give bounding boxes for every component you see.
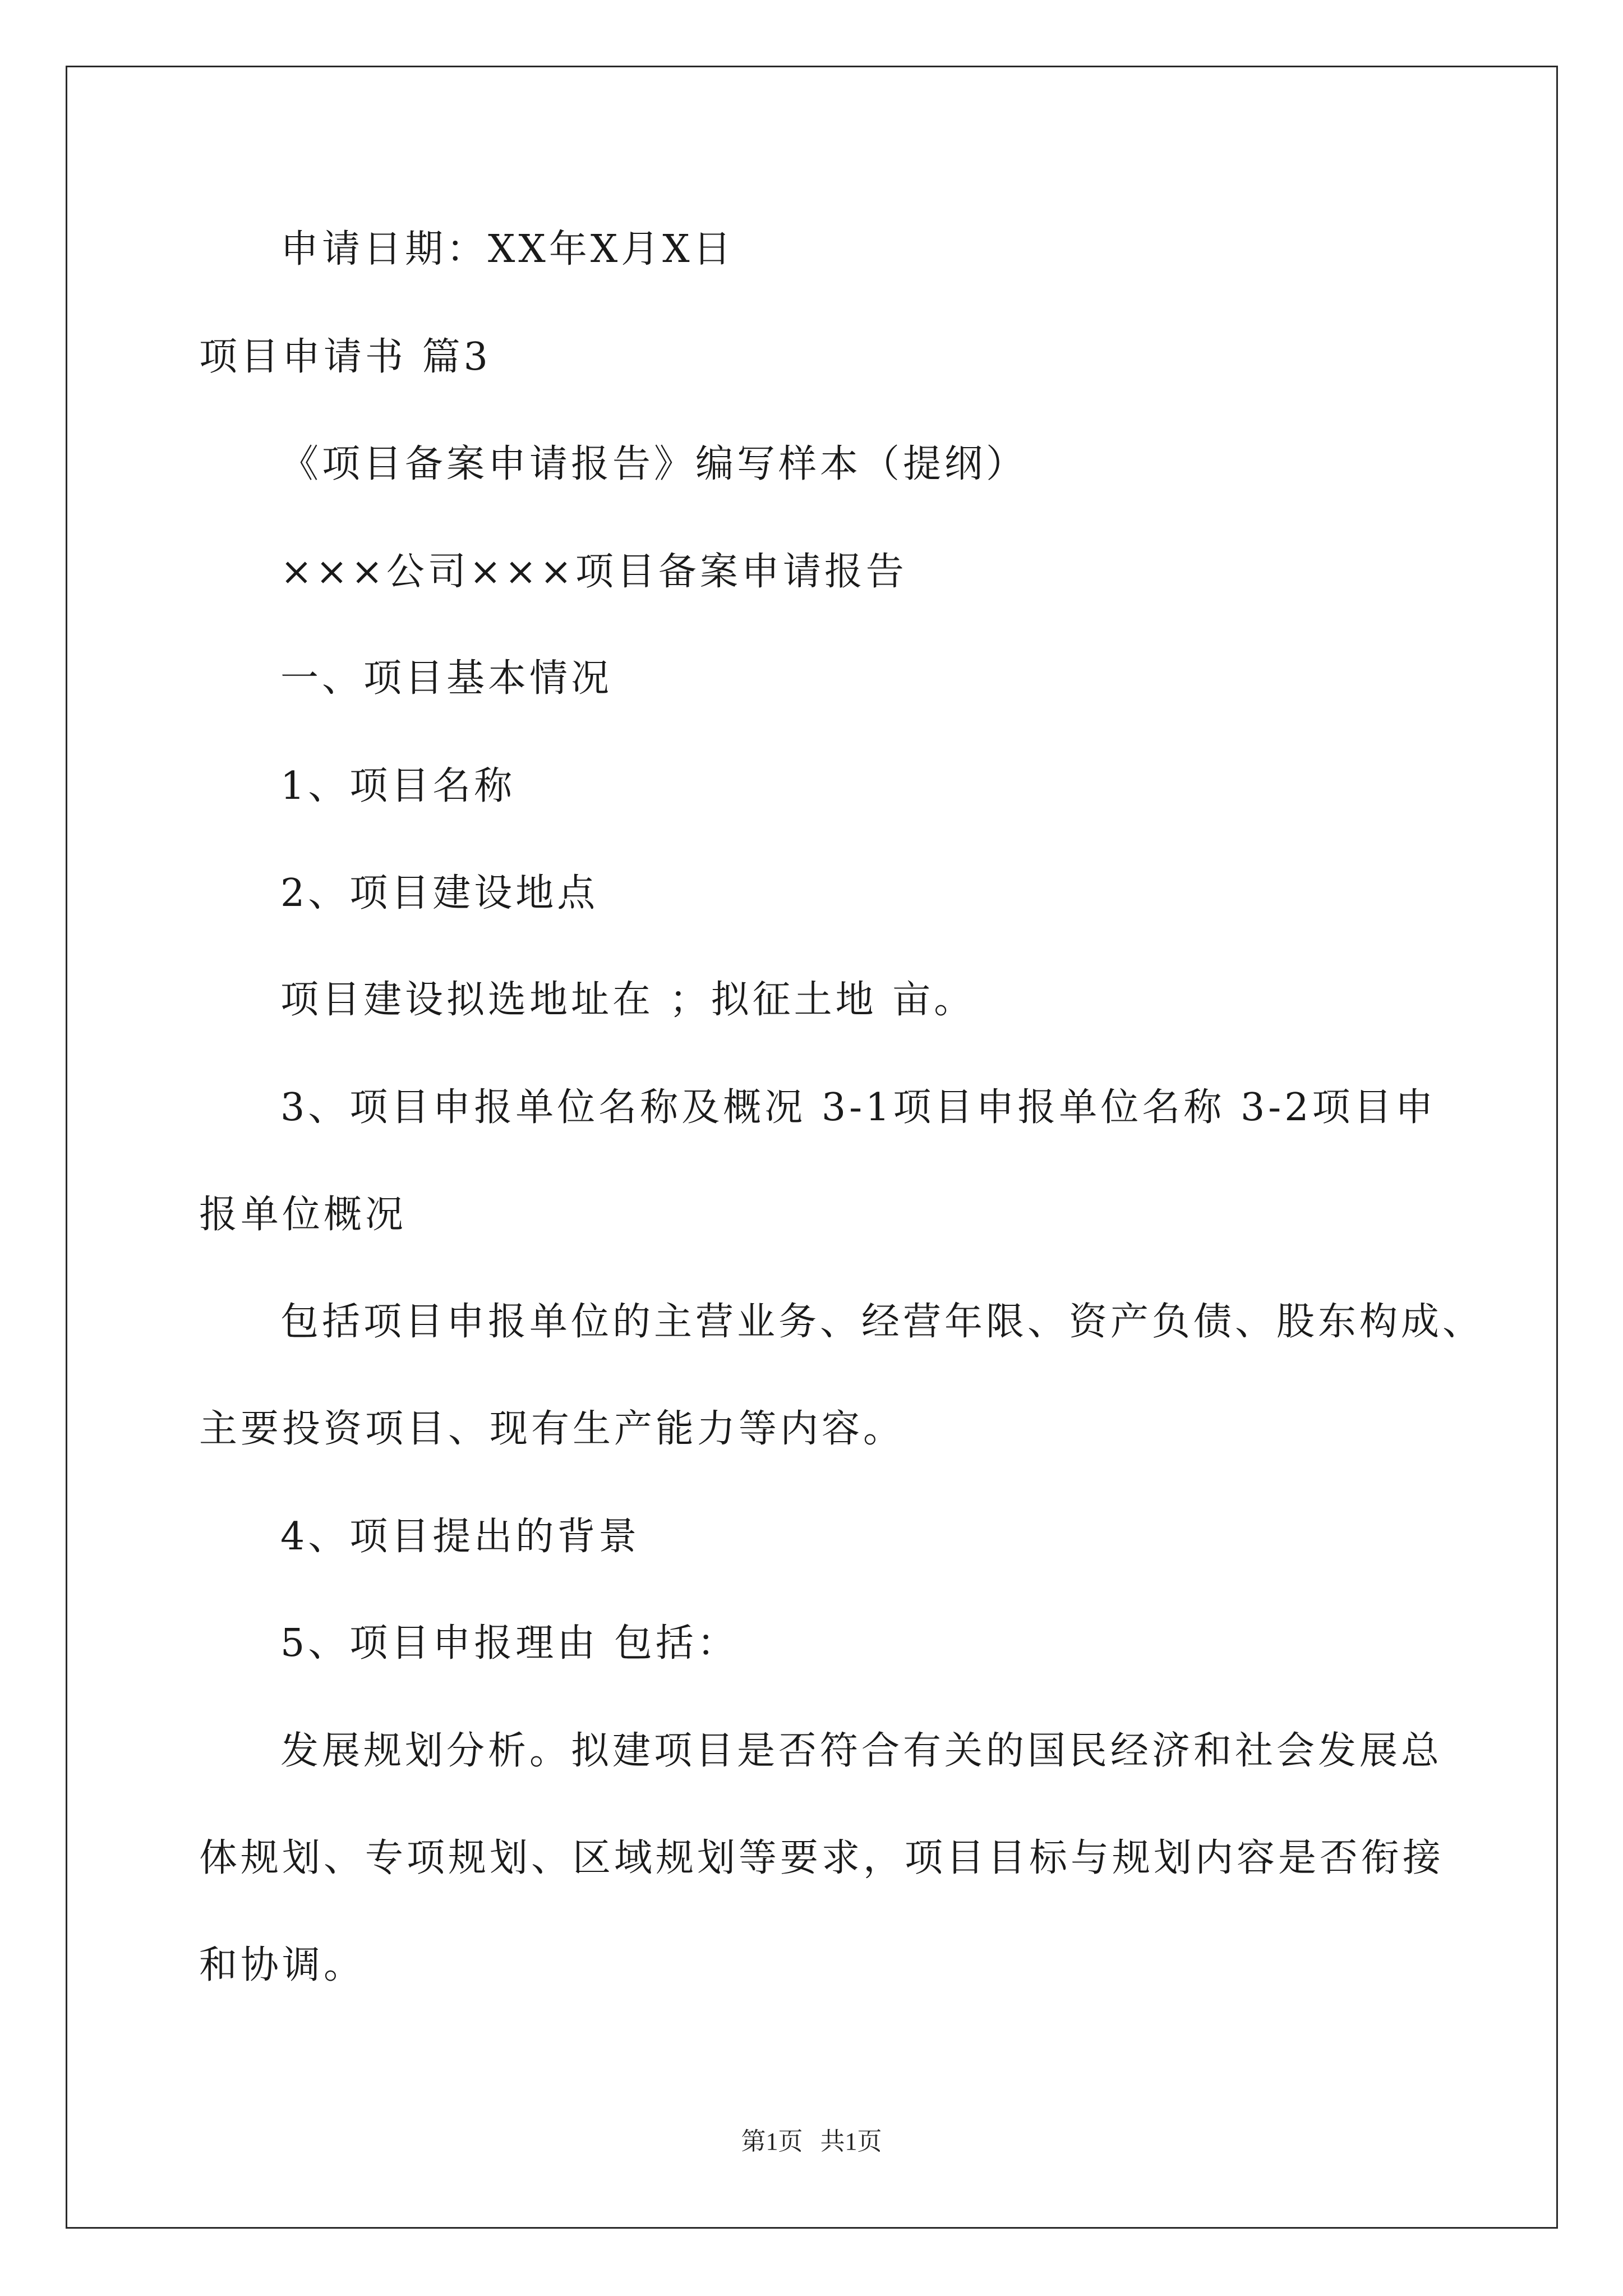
item-project-location: 2、项目建设地点 [280,871,599,915]
item-reasons: 5、项目申报理由 包括： [280,1621,739,1665]
report-title: ×××公司×××项目备案申请报告 [280,550,907,594]
item-project-name: 1、项目名称 [280,764,516,808]
page-footer [0,2126,1623,2157]
template-title: 《项目备案申请报告》编写样本（提纲） [280,442,1028,486]
item-applicant-unit-cont: 报单位概况 [199,1193,407,1237]
application-date: 申请日期：XX年X月X日 [280,227,735,272]
paragraph-planning-cont-1: 体规划、专项规划、区域规划等要求，项目目标与规划内容是否衔接 [199,1836,1445,1880]
page-border [66,66,1558,2229]
section-title: 项目申请书 篇3 [199,335,491,379]
page-number: 第1页 [741,2128,803,2155]
paragraph-applicant-details: 包括项目申报单位的主营业务、经营年限、资产负债、股东构成、 [280,1300,1484,1344]
paragraph-applicant-details-cont: 主要投资项目、现有生产能力等内容。 [199,1407,905,1451]
paragraph-planning-cont-2: 和协调。 [199,1943,366,1987]
item-background: 4、项目提出的背景 [280,1515,640,1559]
total-pages: 共1页 [820,2128,882,2155]
item-applicant-unit: 3、项目申报单位名称及概况 3-1项目申报单位名称 3-2项目申 [280,1085,1437,1130]
paragraph-location: 项目建设拟选地址在 ；拟征土地 亩。 [280,978,976,1022]
paragraph-planning: 发展规划分析。拟建项目是否符合有关的国民经济和社会发展总 [280,1729,1443,1773]
heading-basic-info: 一、项目基本情况 [280,656,613,701]
